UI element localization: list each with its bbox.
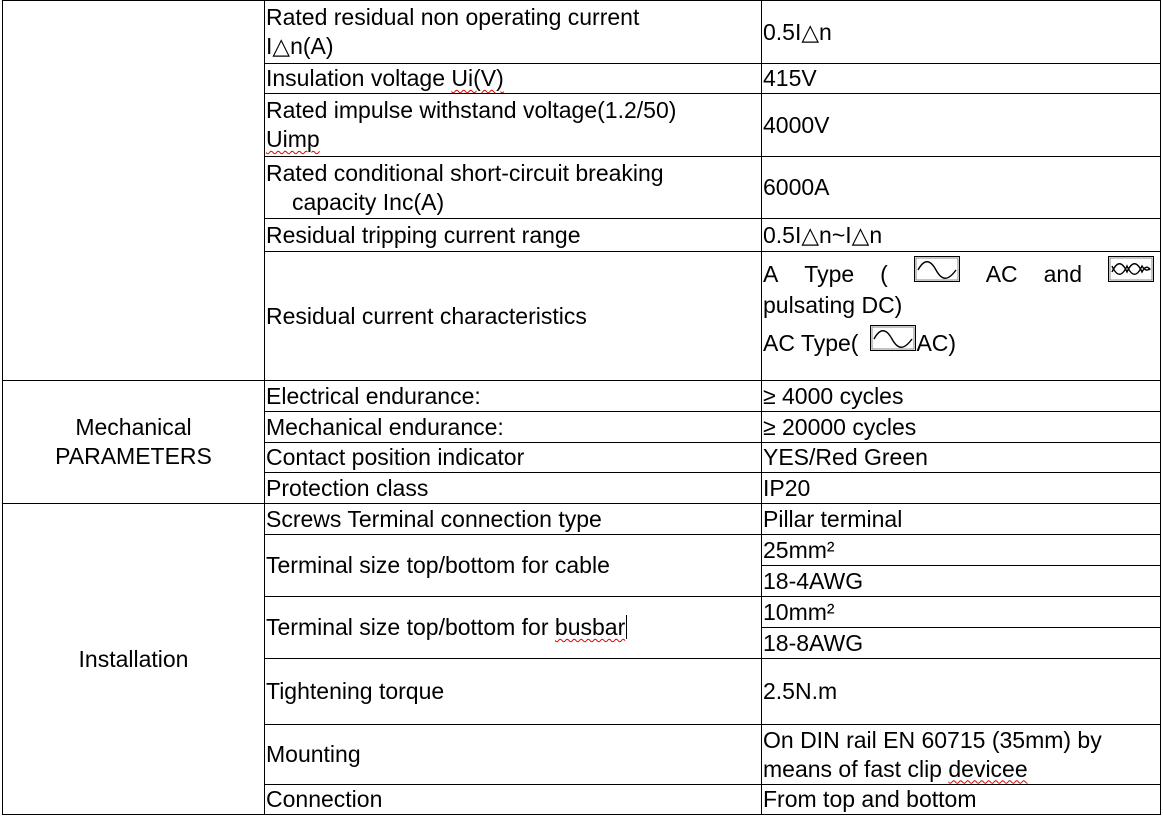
param-cell: Contact position indicator (265, 443, 762, 473)
param-cell: Mechanical endurance: (265, 412, 762, 443)
param-cell: Terminal size top/bottom for cable (265, 535, 762, 597)
pulsating-dc-icon (1108, 256, 1154, 293)
value-cell-characteristics (762, 252, 1161, 381)
param-cell: Electrical endurance: (265, 381, 762, 412)
value-cell (762, 725, 1161, 785)
table-row (3, 504, 1161, 535)
ac-type-line (763, 323, 1160, 363)
param-text: Rated residual non operating current (266, 4, 640, 30)
group-cell-blank (3, 1, 265, 381)
table-row (3, 381, 1161, 412)
mounting-line2 (763, 755, 1160, 784)
mounting-line1: On DIN rail EN 60715 (35mm) by (763, 726, 1102, 753)
value-cell: IP20 (762, 473, 1161, 504)
param-cell (265, 597, 762, 659)
sine-wave-icon (870, 325, 916, 362)
group-cell-mechanical (3, 381, 265, 504)
value-cell: 25mm² (762, 535, 1161, 566)
param-cell (265, 157, 762, 219)
value-cell: 0.5I△n (762, 1, 1161, 64)
pulsating-dc-text: pulsating DC) (763, 292, 903, 318)
value-cell: 18-4AWG (762, 566, 1161, 597)
param-cell: Tightening torque (265, 659, 762, 725)
sine-wave-icon (914, 256, 960, 293)
param-cell: Residual current characteristics (265, 252, 762, 381)
param-text-line2: I△n(A) (266, 33, 334, 59)
param-text-marked: busbar (554, 614, 626, 640)
a-type-line (763, 258, 1160, 291)
text-cursor (626, 615, 627, 639)
group-cell-installation (3, 504, 265, 815)
value-cell: ≥ 4000 cycles (762, 381, 1161, 412)
param-cell: Residual tripping current range (265, 219, 762, 252)
param-text: Rated conditional short-circuit breaking (266, 159, 664, 186)
param-cell: Protection class (265, 473, 762, 504)
a-type-word: Type (804, 261, 855, 287)
value-cell: Pillar terminal (762, 504, 1161, 535)
param-text: Insulation voltage (266, 65, 452, 91)
value-cell: ≥ 20000 cycles (762, 412, 1161, 443)
param-cell (265, 64, 762, 94)
ac-type-prefix: AC Type( (763, 329, 859, 356)
value-cell: 4000V (762, 94, 1161, 157)
table-row (3, 1, 1161, 64)
value-cell: 415V (762, 64, 1161, 94)
ac-type-suffix: AC) (916, 329, 957, 356)
value-cell: 10mm² (762, 597, 1161, 628)
param-text-line2: capacity Inc(A) (292, 188, 445, 215)
param-cell: Screws Terminal connection type (265, 504, 762, 535)
param-text: Rated impulse withstand voltage(1.2/50) (266, 97, 677, 123)
param-cell: Connection (265, 785, 762, 815)
param-text-marked: Ui(V) (451, 65, 504, 91)
group-label-line2: PARAMETERS (55, 443, 212, 469)
param-cell (265, 1, 762, 64)
group-label: Mechanical (75, 414, 192, 440)
value-cell: 2.5N.m (762, 659, 1161, 725)
ac-text: AC (985, 261, 1018, 287)
value-cell: 0.5I△n~I△n (762, 219, 1161, 252)
value-cell: 6000A (762, 157, 1161, 219)
mounting-line2-marked: devicee (948, 755, 1028, 782)
param-cell: Mounting (265, 725, 762, 785)
and-text: and (1043, 261, 1082, 287)
group-label: Installation (78, 645, 189, 672)
specification-table (2, 0, 1161, 815)
param-text: Terminal size top/bottom for (266, 614, 555, 640)
value-cell: YES/Red Green (762, 443, 1161, 473)
param-text-line2: Uimp (266, 126, 320, 152)
mounting-line2-text: means of fast clip (763, 755, 949, 782)
a-type-paren: ( (880, 261, 888, 287)
param-cell (265, 94, 762, 157)
value-cell: 18-8AWG (762, 628, 1161, 659)
value-cell: From top and bottom (762, 785, 1161, 815)
a-type-word: A (763, 261, 779, 287)
